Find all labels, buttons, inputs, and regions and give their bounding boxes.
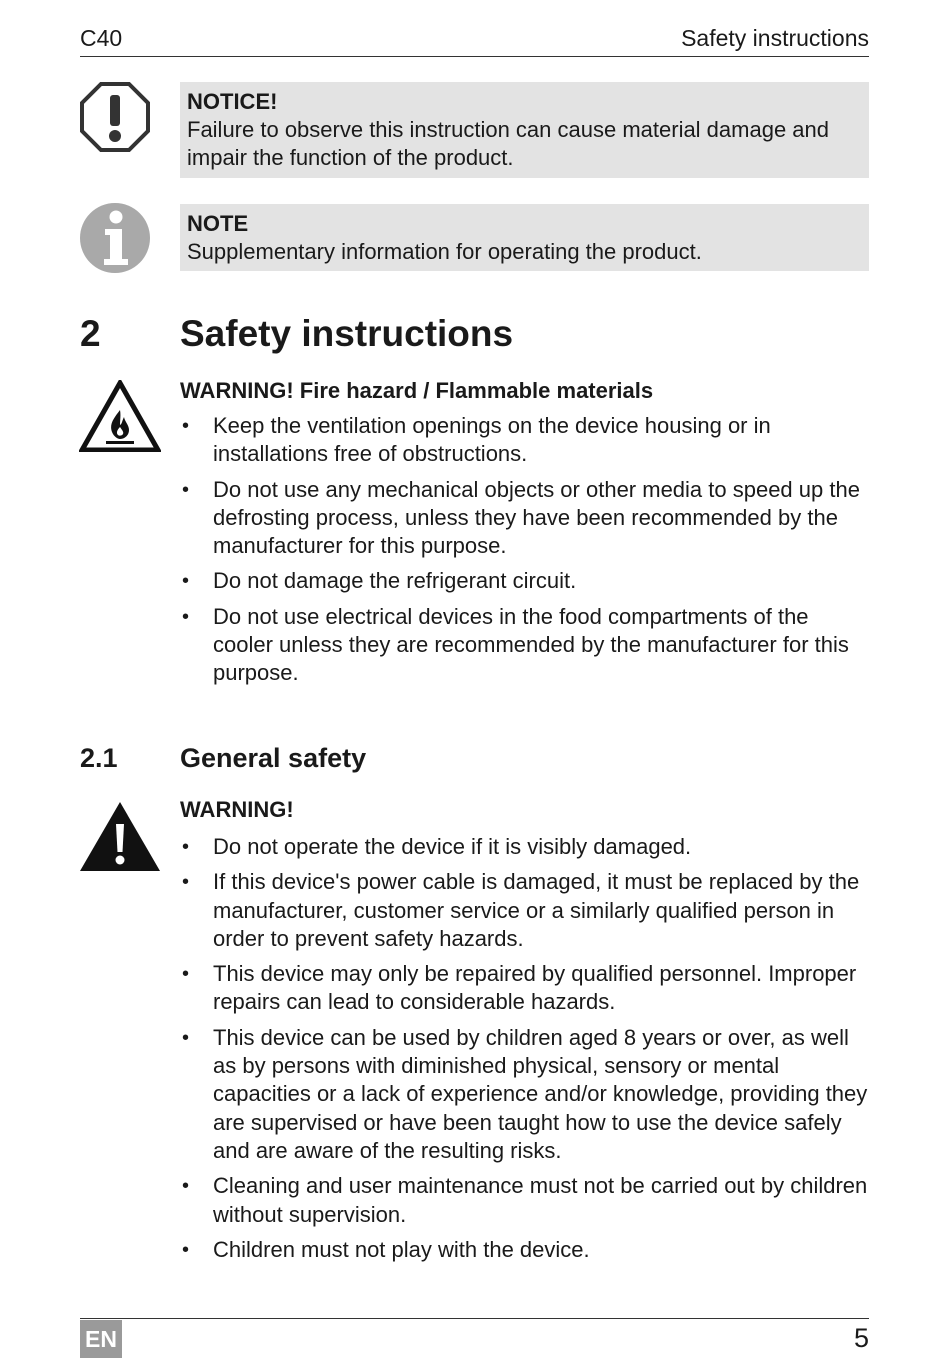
list-item: [180, 476, 870, 561]
bullet: •: [182, 415, 190, 437]
fire-warning-list: [180, 412, 870, 695]
note-title: NOTE: [187, 211, 249, 236]
list-item-text: Keep the ventilation openings on the device housing or in installations free of obstructions.: [213, 413, 771, 467]
note-box: [180, 204, 869, 271]
list-item: [180, 1024, 870, 1165]
list-item: [180, 1236, 870, 1264]
bullet: •: [182, 871, 190, 894]
list-item-text: Do not damage the refrigerant circuit.: [213, 568, 577, 594]
bullet: •: [182, 570, 190, 593]
language-badge: EN: [80, 1320, 122, 1358]
header-section: Safety instructions: [681, 25, 869, 51]
section-title: Safety instructions: [180, 313, 514, 354]
warning-triangle-icon: [79, 800, 161, 872]
list-item: [180, 833, 870, 861]
list-item-text: Do not use electrical devices in the food compartments of the cooler unless they are recommended by the manufacturer for this purpose.: [213, 603, 849, 686]
list-item-text: This device may only be repaired by qualified personnel. Improper repairs can lead to considerable hazards.: [213, 961, 857, 1015]
list-item: [180, 868, 870, 953]
bullet: •: [182, 1238, 190, 1261]
note-text: Supplementary information for operating the product.: [187, 239, 702, 264]
list-item: [180, 1172, 870, 1229]
fire-warning-title: WARNING! Fire hazard / Flammable materials: [180, 378, 654, 403]
general-warning-title: WARNING!: [180, 797, 294, 822]
bullet: •: [182, 836, 190, 858]
list-item-text: Do not use any mechanical objects or other media to speed up the defrosting process, unless they have been recommended by the manufacturer for this purpose.: [213, 476, 860, 559]
info-icon: [79, 202, 151, 274]
notice-box: [180, 82, 869, 178]
list-item: [180, 603, 870, 688]
notice-octagon-icon: [79, 81, 151, 153]
bullet: •: [182, 963, 190, 986]
section-number: 2: [80, 313, 101, 354]
bullet: •: [182, 1026, 190, 1049]
footer-rule: [80, 1318, 869, 1319]
subsection-title: General safety: [180, 743, 367, 773]
list-item-text: This device can be used by children aged 8 years or over, as well as by persons with diminished physical, sensory or mental capacities or a lack of experience and/or knowledge, providing they are supervised or have been taught how to use the device safely and are aware of the resulting risks.: [213, 1024, 868, 1163]
subsection-number: 2.1: [80, 743, 118, 773]
notice-title: NOTICE!: [187, 89, 278, 114]
bullet: •: [182, 1175, 190, 1198]
header-model: C40: [80, 25, 123, 51]
list-item-text: Do not operate the device if it is visibly damaged.: [213, 834, 692, 859]
list-item: [180, 567, 870, 595]
page-header: [80, 24, 869, 57]
bullet: •: [182, 478, 190, 501]
list-item-text: If this device's power cable is damaged, it must be replaced by the manufacturer, customer service or a similarly qualified person in order to prevent safety hazards.: [213, 869, 860, 951]
list-item-text: Children must not play with the device.: [213, 1236, 590, 1262]
list-item: [180, 412, 870, 469]
fire-hazard-icon: [79, 380, 161, 452]
list-item-text: Cleaning and user maintenance must not be carried out by children without supervision.: [213, 1173, 868, 1227]
list-item: [180, 960, 870, 1017]
bullet: •: [182, 605, 190, 628]
general-warning-list: [180, 833, 870, 1271]
notice-text: Failure to observe this instruction can cause material damage and impair the function of the product.: [187, 117, 830, 170]
page-number: 5: [853, 1323, 869, 1353]
